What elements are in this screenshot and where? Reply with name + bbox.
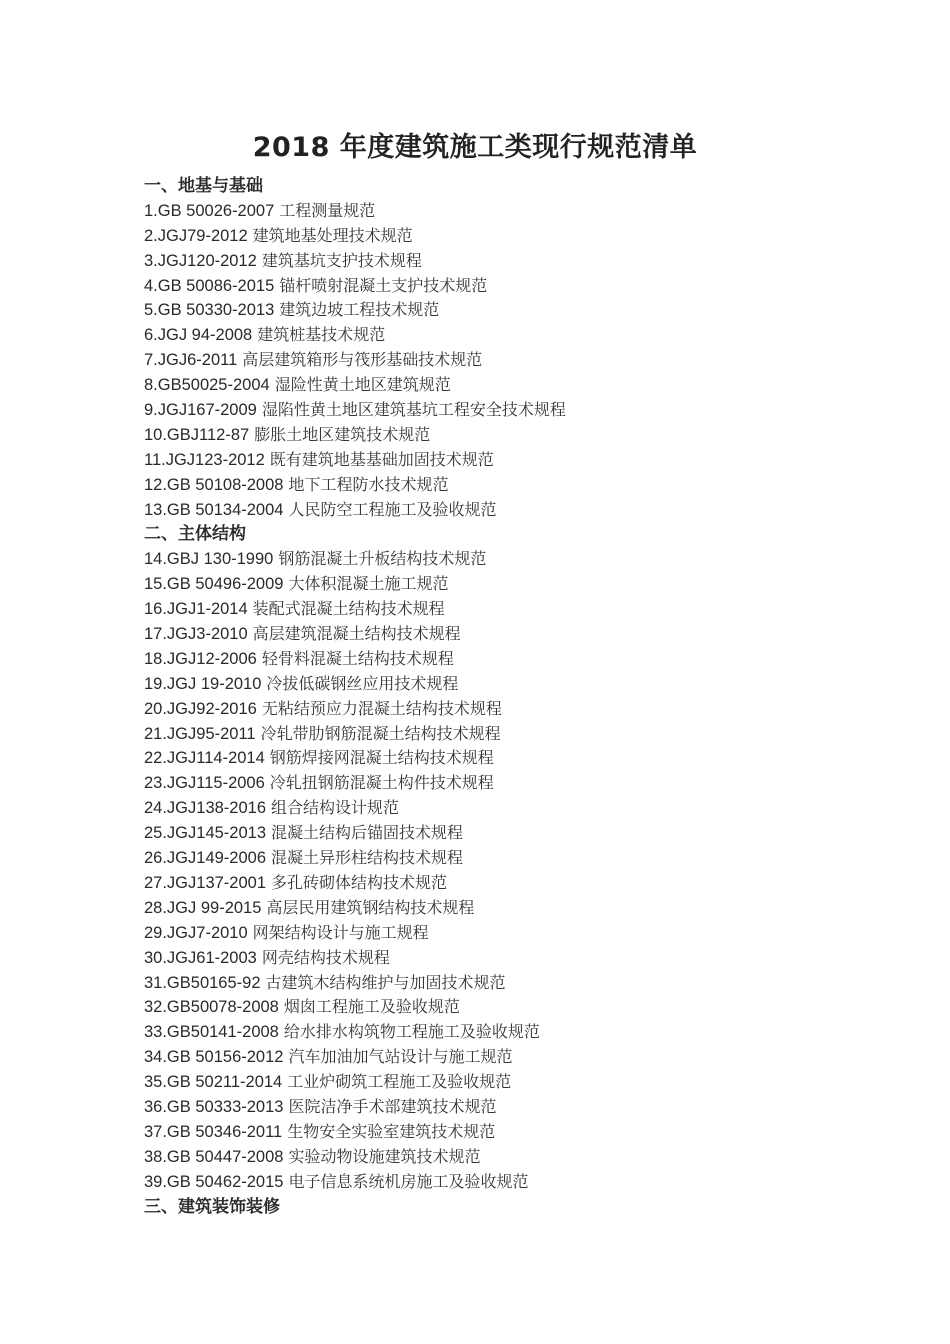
standard-code: 21.JGJ95-2011 [144, 724, 256, 743]
standard-list-item [144, 1170, 904, 1195]
standard-code: 26.JGJ149-2006 [144, 849, 267, 868]
standard-name: 给水排水构筑物工程施工及验收规范 [283, 1022, 540, 1042]
standard-list-item [144, 871, 904, 896]
standard-name: 冷轧带肋钢筋混凝土结构技术规程 [260, 723, 501, 743]
document-body [144, 174, 904, 1219]
standard-name: 汽车加油加气站设计与施工规范 [288, 1047, 513, 1067]
standard-code: 30.JGJ61-2003 [144, 948, 257, 967]
standard-name: 混凝土异形柱结构技术规程 [271, 848, 464, 868]
standard-code: 28.JGJ 99-2015 [144, 898, 262, 917]
standard-list-item [144, 971, 904, 996]
standard-name: 湿险性黄土地区建筑规范 [274, 375, 451, 395]
document-title: 2018 年度建筑施工类现行规范清单 [252, 132, 698, 163]
standard-name: 钢筋混凝土升板结构技术规范 [278, 549, 487, 569]
standard-code: 14.GBJ 130-1990 [144, 550, 274, 569]
standard-code: 3.JGJ120-2012 [144, 251, 257, 270]
standard-name: 高层建筑混凝土结构技术规程 [252, 624, 461, 644]
standard-list-item [144, 946, 904, 971]
standard-list-item [144, 921, 904, 946]
standard-list-item [144, 224, 904, 249]
standard-name: 生物安全实验室建筑技术规范 [287, 1121, 496, 1141]
standard-name: 电子信息系统机房施工及验收规范 [288, 1171, 529, 1191]
standard-name: 烟囱工程施工及验收规范 [283, 997, 460, 1017]
standard-list-item [144, 547, 904, 572]
standard-code: 25.JGJ145-2013 [144, 824, 267, 843]
standard-code: 33.GB50141-2008 [144, 1023, 279, 1042]
standard-name: 高层民用建筑钢结构技术规程 [266, 897, 475, 917]
standard-list-item [144, 199, 904, 224]
standard-code: 36.GB 50333-2013 [144, 1097, 284, 1116]
standard-list-item [144, 796, 904, 821]
standard-code: 37.GB 50346-2011 [144, 1122, 283, 1141]
standard-list-item [144, 274, 904, 299]
standard-name: 混凝土结构后锚固技术规程 [271, 823, 464, 843]
standard-code: 35.GB 50211-2014 [144, 1073, 283, 1092]
standard-name: 无粘结预应力混凝土结构技术规程 [261, 698, 502, 718]
standard-name: 装配式混凝土结构技术规程 [252, 599, 445, 619]
standard-name: 钢筋焊接网混凝土结构技术规程 [269, 748, 494, 768]
standard-code: 29.JGJ7-2010 [144, 923, 248, 942]
standard-name: 组合结构设计规范 [271, 798, 400, 818]
standard-code: 9.JGJ167-2009 [144, 401, 257, 420]
standard-code: 10.GBJ112-87 [144, 425, 250, 444]
standard-name: 冷拔低碳钢丝应用技术规程 [266, 673, 459, 693]
standard-code: 39.GB 50462-2015 [144, 1172, 284, 1191]
standard-list-item [144, 473, 904, 498]
standard-name: 网壳结构技术规程 [261, 947, 390, 967]
standard-list-item [144, 572, 904, 597]
standard-code: 20.JGJ92-2016 [144, 699, 257, 718]
standard-list-item [144, 1120, 904, 1145]
standard-name: 既有建筑地基基础加固技术规范 [269, 449, 494, 469]
standard-list-item [144, 896, 904, 921]
standard-name: 建筑桩基技术规范 [257, 325, 386, 345]
standard-code: 32.GB50078-2008 [144, 998, 279, 1017]
standard-list-item [144, 821, 904, 846]
standard-code: 4.GB 50086-2015 [144, 276, 275, 295]
standard-name: 工程测量规范 [279, 200, 376, 220]
standard-code: 1.GB 50026-2007 [144, 201, 275, 220]
standard-list-item [144, 1095, 904, 1120]
standard-name: 轻骨料混凝土结构技术规程 [261, 648, 454, 668]
standard-list-item [144, 647, 904, 672]
standard-list-item [144, 323, 904, 348]
standard-list-item [144, 722, 904, 747]
standard-list-item [144, 1145, 904, 1170]
standard-name: 网架结构设计与施工规程 [252, 922, 429, 942]
standard-name: 建筑地基处理技术规范 [252, 225, 413, 245]
standard-name: 湿陷性黄土地区建筑基坑工程安全技术规程 [261, 400, 566, 420]
standard-name: 建筑基坑支护技术规程 [261, 250, 422, 270]
section-heading: 一、地基与基础 [144, 176, 263, 196]
standard-list-item [144, 622, 904, 647]
standard-code: 18.JGJ12-2006 [144, 649, 257, 668]
standard-list-item [144, 672, 904, 697]
standard-code: 27.JGJ137-2001 [144, 873, 267, 892]
standard-code: 11.JGJ123-2012 [144, 450, 265, 469]
standard-code: 8.GB50025-2004 [144, 376, 270, 395]
standard-code: 19.JGJ 19-2010 [144, 674, 262, 693]
standard-code: 17.JGJ3-2010 [144, 625, 248, 644]
standard-list-item [144, 398, 904, 423]
standard-name: 建筑边坡工程技术规范 [279, 300, 440, 320]
standard-name: 锚杆喷射混凝土支护技术规范 [279, 275, 488, 295]
standard-list-item [144, 1020, 904, 1045]
standard-list-item [144, 298, 904, 323]
standard-list-item [144, 373, 904, 398]
standard-code: 16.JGJ1-2014 [144, 600, 248, 619]
standard-code: 15.GB 50496-2009 [144, 575, 284, 594]
standard-list-item [144, 348, 904, 373]
standard-code: 34.GB 50156-2012 [144, 1048, 284, 1067]
standard-name: 多孔砖砌体结构技术规范 [271, 872, 448, 892]
standard-code: 23.JGJ115-2006 [144, 774, 265, 793]
section-heading: 三、建筑装饰装修 [144, 1196, 280, 1217]
standard-name: 膨胀土地区建筑技术规范 [254, 424, 431, 444]
standard-list-item [144, 1070, 904, 1095]
standard-code: 22.JGJ114-2014 [144, 749, 265, 768]
standard-code: 2.JGJ79-2012 [144, 226, 248, 245]
standard-list-item [144, 448, 904, 473]
standard-list-item [144, 746, 904, 771]
standard-name: 工业炉砌筑工程施工及验收规范 [287, 1072, 512, 1092]
standard-name: 大体积混凝土施工规范 [288, 574, 449, 594]
standard-list-item [144, 771, 904, 796]
standard-name: 古建筑木结构维护与加固技术规范 [265, 972, 506, 992]
standard-code: 12.GB 50108-2008 [144, 475, 284, 494]
standard-list-item [144, 995, 904, 1020]
standard-list-item [144, 846, 904, 871]
standard-code: 38.GB 50447-2008 [144, 1147, 284, 1166]
standard-name: 地下工程防水技术规范 [288, 474, 449, 494]
standard-list-item [144, 249, 904, 274]
standard-name: 冷轧扭钢筋混凝土构件技术规程 [269, 773, 494, 793]
standard-name: 高层建筑箱形与筏形基础技术规范 [242, 350, 483, 370]
standard-name: 医院洁净手术部建筑技术规范 [288, 1096, 497, 1116]
standard-code: 24.JGJ138-2016 [144, 799, 267, 818]
section-heading: 二、主体结构 [144, 524, 246, 545]
standard-code: 6.JGJ 94-2008 [144, 326, 253, 345]
standard-code: 13.GB 50134-2004 [144, 500, 284, 519]
standard-list-item [144, 423, 904, 448]
standard-code: 31.GB50165-92 [144, 973, 261, 992]
standard-name: 人民防空工程施工及验收规范 [288, 499, 497, 519]
standard-list-item [144, 597, 904, 622]
standard-list-item [144, 697, 904, 722]
standard-code: 5.GB 50330-2013 [144, 301, 275, 320]
standard-name: 实验动物设施建筑技术规范 [288, 1146, 481, 1166]
standard-code: 7.JGJ6-2011 [144, 351, 238, 370]
standard-list-item [144, 498, 904, 523]
standard-list-item [144, 1045, 904, 1070]
